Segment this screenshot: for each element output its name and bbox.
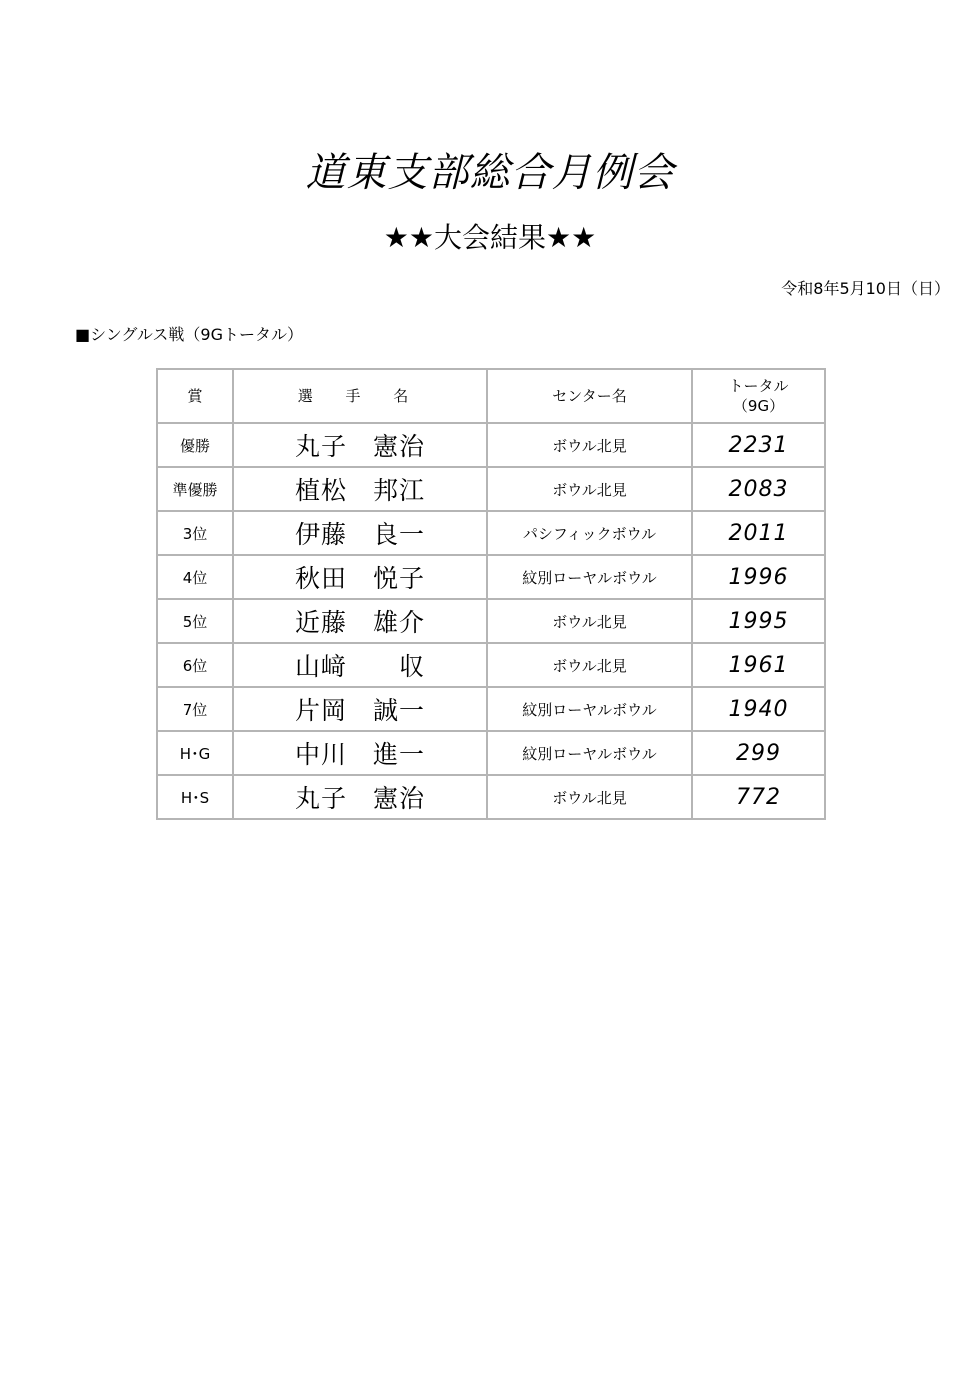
table-row xyxy=(157,643,825,687)
header-award: 賞 xyxy=(157,369,233,423)
event-date: 令和8年5月10日（日） xyxy=(781,279,950,298)
table-row xyxy=(157,731,825,775)
award-cell: 6位 xyxy=(157,643,233,687)
score-cell: 1996 xyxy=(692,555,825,599)
center-name-cell: パシフィックボウル xyxy=(487,511,692,555)
header-player: 選 手 名 xyxy=(233,369,487,423)
header-total-games: （9G） xyxy=(732,397,785,415)
section-heading: ■シングルス戦（9Gトータル） xyxy=(75,325,304,344)
table-row xyxy=(157,511,825,555)
center-name-cell: ボウル北見 xyxy=(487,423,692,467)
center-name-cell: ボウル北見 xyxy=(487,467,692,511)
score-cell: 1961 xyxy=(692,643,825,687)
results-table xyxy=(156,368,826,820)
center-name-cell: ボウル北見 xyxy=(487,775,692,819)
player-name-cell: 近藤 雄介 xyxy=(233,599,487,643)
header-center: センター名 xyxy=(487,369,692,423)
award-cell: H･G xyxy=(157,731,233,775)
page-title: 道東支部総合月例会 xyxy=(305,150,675,196)
player-name-cell: 秋田 悦子 xyxy=(233,555,487,599)
table-row xyxy=(157,467,825,511)
center-name-cell: 紋別ローヤルボウル xyxy=(487,555,692,599)
score-cell: 772 xyxy=(692,775,825,819)
table-row xyxy=(157,687,825,731)
score-cell: 299 xyxy=(692,731,825,775)
center-name-cell: ボウル北見 xyxy=(487,599,692,643)
table-row xyxy=(157,775,825,819)
player-name-cell: 丸子 憲治 xyxy=(233,423,487,467)
center-name-cell: ボウル北見 xyxy=(487,643,692,687)
table-row xyxy=(157,555,825,599)
header-total xyxy=(692,369,825,423)
score-cell: 2011 xyxy=(692,511,825,555)
player-name-cell: 片岡 誠一 xyxy=(233,687,487,731)
award-cell: H･S xyxy=(157,775,233,819)
score-cell: 1995 xyxy=(692,599,825,643)
table-row xyxy=(157,423,825,467)
player-name-cell: 伊藤 良一 xyxy=(233,511,487,555)
score-cell: 2083 xyxy=(692,467,825,511)
table-header-row xyxy=(157,369,825,423)
header-total-label: トータル xyxy=(728,377,789,395)
player-name-cell: 中川 進一 xyxy=(233,731,487,775)
score-cell: 2231 xyxy=(692,423,825,467)
player-name-cell: 丸子 憲治 xyxy=(233,775,487,819)
score-cell: 1940 xyxy=(692,687,825,731)
center-name-cell: 紋別ローヤルボウル xyxy=(487,687,692,731)
award-cell: 準優勝 xyxy=(157,467,233,511)
award-cell: 5位 xyxy=(157,599,233,643)
award-cell: 3位 xyxy=(157,511,233,555)
award-cell: 優勝 xyxy=(157,423,233,467)
player-name-cell: 植松 邦江 xyxy=(233,467,487,511)
award-cell: 7位 xyxy=(157,687,233,731)
player-name-cell: 山﨑 収 xyxy=(233,643,487,687)
center-name-cell: 紋別ローヤルボウル xyxy=(487,731,692,775)
table-row xyxy=(157,599,825,643)
page-subtitle: ★★大会結果★★ xyxy=(383,221,597,254)
award-cell: 4位 xyxy=(157,555,233,599)
